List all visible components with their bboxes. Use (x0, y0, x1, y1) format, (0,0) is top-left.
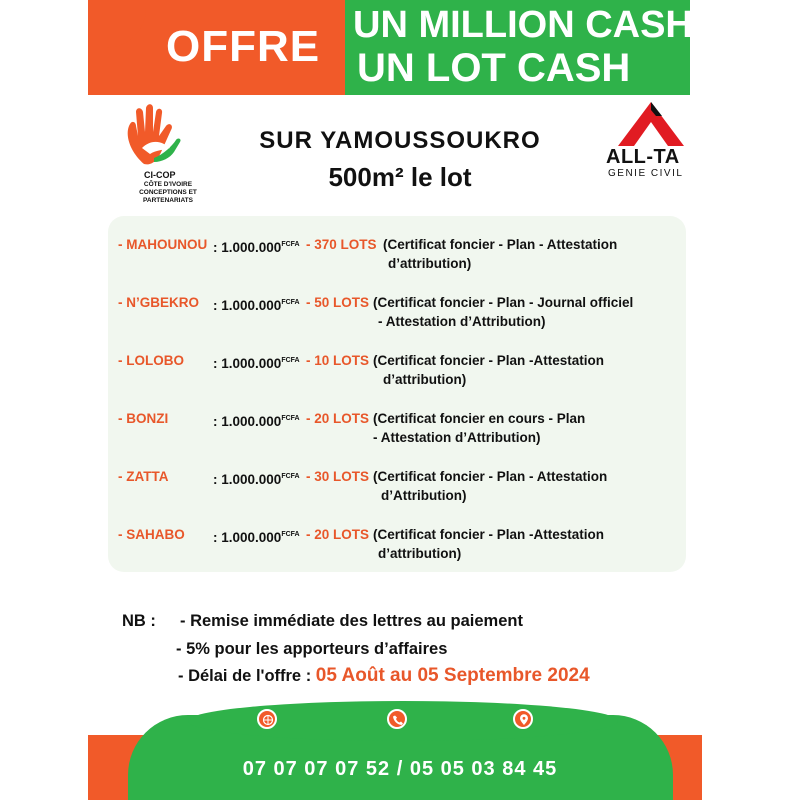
banner-accent (88, 8, 146, 48)
listing-docs-cont: d’attribution) (383, 372, 467, 387)
listing-price: : $1.000.000^{FCFA}$ (213, 472, 300, 487)
listing-price: : $1.000.000^{FCFA}$ (213, 298, 300, 313)
allta-name: ALL-TA (606, 146, 680, 168)
offer-dates: 05 Août au 05 Septembre 2024 (315, 665, 590, 686)
location-icon (513, 709, 533, 729)
cash-banner (345, 0, 693, 95)
note-item-2: - 5% pour les apporteurs d’affaires (176, 640, 448, 658)
listing-docs: (Certificat foncier - Plan - Journal officiel (373, 295, 634, 310)
listing-docs-cont: - Attestation d’Attribution) (373, 430, 541, 445)
listing-location: - SAHABO (118, 527, 185, 542)
banner-line-1: UN MILLION CASH (353, 4, 693, 46)
listing-docs-cont: d’attribution) (388, 256, 472, 271)
allta-tagline: GENIE CIVIL (608, 168, 684, 179)
listing-lots: - 20 LOTS (306, 527, 370, 542)
listing-price: : $1.000.000^{FCFA}$ (213, 530, 300, 545)
listing-lots: - 50 LOTS (306, 295, 370, 310)
listing-price: : $1.000.000^{FCFA}$ (213, 356, 300, 371)
banner-line-2: UN LOT CASH (357, 46, 631, 90)
cicop-name: CI-COP (144, 170, 176, 180)
note-item-3 (178, 665, 590, 687)
listing-docs-cont: - Attestation d’Attribution) (378, 314, 546, 329)
listing-lots: - 10 LOTS (306, 353, 370, 368)
listing-location: - LOLOBO (118, 353, 184, 368)
notes-label: NB : (122, 612, 156, 630)
listing-location: - ZATTA (118, 469, 169, 484)
listing-lots: - 20 LOTS (306, 411, 370, 426)
note-item-1: - Remise immédiate des lettres au paiement (180, 612, 523, 630)
offer-label: OFFRE (166, 22, 321, 71)
listing-price: : $1.000.000^{FCFA}$ (213, 414, 300, 429)
listing-location: - MAHOUNOU (118, 237, 208, 252)
listing-docs: (Certificat foncier - Plan -Attestation (373, 527, 605, 542)
lot-size-heading: 500m² le lot (328, 162, 472, 192)
listing-docs: (Certificat foncier - Plan - Attestation (383, 237, 618, 252)
cicop-tagline-1: CÔTE D'IVOIRE (143, 181, 193, 188)
note-item-3-prefix: - Délai de l'offre : (178, 667, 312, 685)
listing-price: : $1.000.000^{FCFA}$ (213, 240, 300, 255)
listing-docs: (Certificat foncier - Plan -Attestation (373, 353, 605, 368)
web-icon (257, 709, 277, 729)
location-heading: SUR YAMOUSSOUKRO (259, 127, 541, 154)
listing-location: - N’GBEKRO (118, 295, 199, 310)
offer-banner (88, 0, 350, 95)
cicop-tagline-2: CONCEPTIONS ET PARTENARIATS (139, 189, 197, 204)
listing-location: - BONZI (118, 411, 169, 426)
listing-docs: (Certificat foncier - Plan - Attestation (373, 469, 608, 484)
listing-docs-cont: d’Attribution) (381, 488, 467, 503)
listing-lots: - 30 LOTS (306, 469, 370, 484)
phone-icon (387, 709, 407, 729)
phone-numbers: 07 07 07 07 52 / 05 05 03 84 45 (242, 758, 558, 780)
listing-lots: - 370 LOTS (306, 237, 377, 252)
listing-docs: (Certificat foncier en cours - Plan (373, 411, 586, 426)
listing-docs-cont: d’attribution) (378, 546, 462, 561)
